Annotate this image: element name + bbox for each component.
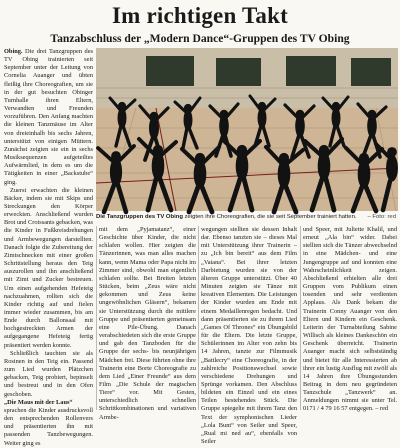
paragraph-2: Zuerst erwachten die kleinen Bäcker, indem sie mit Skips und Streckungen den Körper erweckten. Anschließend wurden Brot und Croissants gebacken, was die Kinder in Fußkreisdrehungen und Armbewegungen darstellten. Danach folgte die Zubereitung der Zimtschnecken mit einer großen Schrittstellung heraus den Teig auszurollen und ihn anschließend mit Zimt und Zucker bestreuen. Um einen aufgehenden Hefeteig nachzuahmen, rollten sich die Kinder richtig auf und fielen immer wieder zusammen, bis am Ende durch Ballonsaal mit hochgestreckten Armen der aufgegangene Hefeteig fertig präsentiert werden konnte.	[4, 186, 93, 349]
article-column-3	[198, 226, 297, 446]
paragraph-3: Schließlich tauchten sie als Rosinen in den Teig ein. Passend zum Lied wurden Plätzchen gebacken, Teig probiert, bepinselt und bestreut und in den Ofen geschoben.	[4, 349, 93, 398]
paragraph-4: sprachen die Kinder ausdrucksvoll den entsprechenden Rollenvers und präsentierten ihn mit passenden Tanzbewegungen. Weiter ging es	[4, 406, 93, 447]
column-2-text: mit dem „Pyjamatanz“, einer Geschichte über Kinder, die nicht schlafen wollen. Hier zeigten die Tänzerinnen, was man alles machen kann, wenn Mama oder Papa nicht im Zimmer sind, obwohl man eigentlich schlafen sollte. Bei Breiten letzten Stücken, beim „Zeus wäre nicht gekommen und Zeus keine ungewöhnlichen Gläsern“, bekamen sie Unterstützung durch die mittlere Gruppe und präsentierten gemeinsam eine Pile-Übung. Danach verabschiedeten sich die erste Gruppe und gab den Tanzboden für die Gruppe der sechs- bis neunjährigen Mädchen frei. Diese führten ohne ihre Trainerin eine Borte Choreografie zu dem Lied „Einer Freunde“ aus dem Film „Die Schule der magischen Tiere“ vor. Mit Gesten, unterschiedlich schnellen Schrittkombinationen und variativen Armbe-	[99, 226, 196, 421]
interheadline: „Die Maus mit der Laus“	[4, 398, 73, 406]
photo-credit: – Foto: red	[367, 214, 396, 220]
article-column-2	[96, 226, 196, 421]
caption-text: zeigten ihre Choreografien, die sie seit September trainiert hatten.	[182, 214, 357, 220]
paragraph-1: Die drei Tanzgruppen des TV Obing trainierten seit September unter der Leitung von Cornelia Auanger und übten fleißig ihre Choreografien, um sie in der gut besuchten Obinger Turnhalle ihren Eltern, Verwandten und Freunden vorzuführen. Den Anfang machten die kleinen Tanzmäuse im Alter von dreieinhalb bis sechs Jahren, unterstützt von einigen Müttern. Zunächst zeigten sie ein in sechs Musiksequenzen aufgeteiltes Aufwärmlied, in dem es um die Tätigkeiten in einer „Backstube“ ging.	[4, 48, 93, 186]
article-column-1	[4, 48, 93, 447]
photo-caption	[96, 212, 398, 223]
dateline: Obing.	[4, 48, 23, 55]
caption-lead: Die Tanzgruppen des TV Obing	[96, 214, 183, 220]
headline: Im richtigen Takt	[112, 3, 288, 28]
subheadline: Tanzabschluss der „Modern Dance“-Gruppen des TV Obing	[50, 32, 350, 45]
dance-group-photo	[96, 48, 398, 211]
column-4-text: und Speer, mit Juliette Khalil, und erneut „Ala bin“ wider. Dabei stellten sich die Tänzer abwechselnd in eine Mädchen- und eine Jungengruppe auf und konnten eine Wahrscheinlichkeit zeigen. Abschließend erhielten alle drei Gruppen vom Publikum einen tosenden und sehr verdienten Applaus. Als Dank bekam die Trainerin Conny Auanger von den Eltern und Kindern ein Geschenk. Leiterin der Turnabteilung Sabine Willisch als kleines Dankeschön ein Geschenk überreicht. Trainerin Auanger macht sich selbstständig und bietet für alle Interessierten ab ihrer ein lustig Ausflug mit zwölf als 14 Jahren ihre Übungsstunden Beitrag in dem neu gegründeten Tanzschule „Tanzwerk“ an. Anmeldungen nimmt sie unter Tel. 0171 / 4 79 16 57 entgegen. – red	[303, 226, 397, 413]
column-3-text: wegungen stellten sie dessen Inhalt dar. Ebenso tanzten sie – dieses Mal mit Unterstützung ihrer Trainerin – zu „Ich bin bereit“ aus dem Film „Vaiana“. Bei ihrer letzten Darbietung wurden sie von der älteren Gruppe unterstützt. Über 40 Minuten zeigten sie Tänze mit kreativen Elementen. Die Leistungen der Kinder wurden am Ende mit einem Medaillenregen bedacht. Und dann präsentierten sie zu ihrem Lied „Games Of Thrones“ ein Übungsbild für die Eltern. Die letzte Gruppe, Schülerinnen im Alter von zehn bis 14 Jahren, tanzte zur Filmmusik „Battlecry“ eine Choreografie, in der zahlreiche Positionswechsel sowie verschiedene Drehungen und Sprünge vorkamen. Den Abschluss bildeten ein Einzel und ein eines Teilen bestehendes Stück. Die Gruppe spiegelte mit ihrem Tanz den Text der symphonischen Lieder „Lola Bunt“ von Seiler und Speer, „Rual mi ned au“, ebenfalls von Seiler	[201, 226, 297, 446]
article-column-4	[300, 226, 397, 413]
